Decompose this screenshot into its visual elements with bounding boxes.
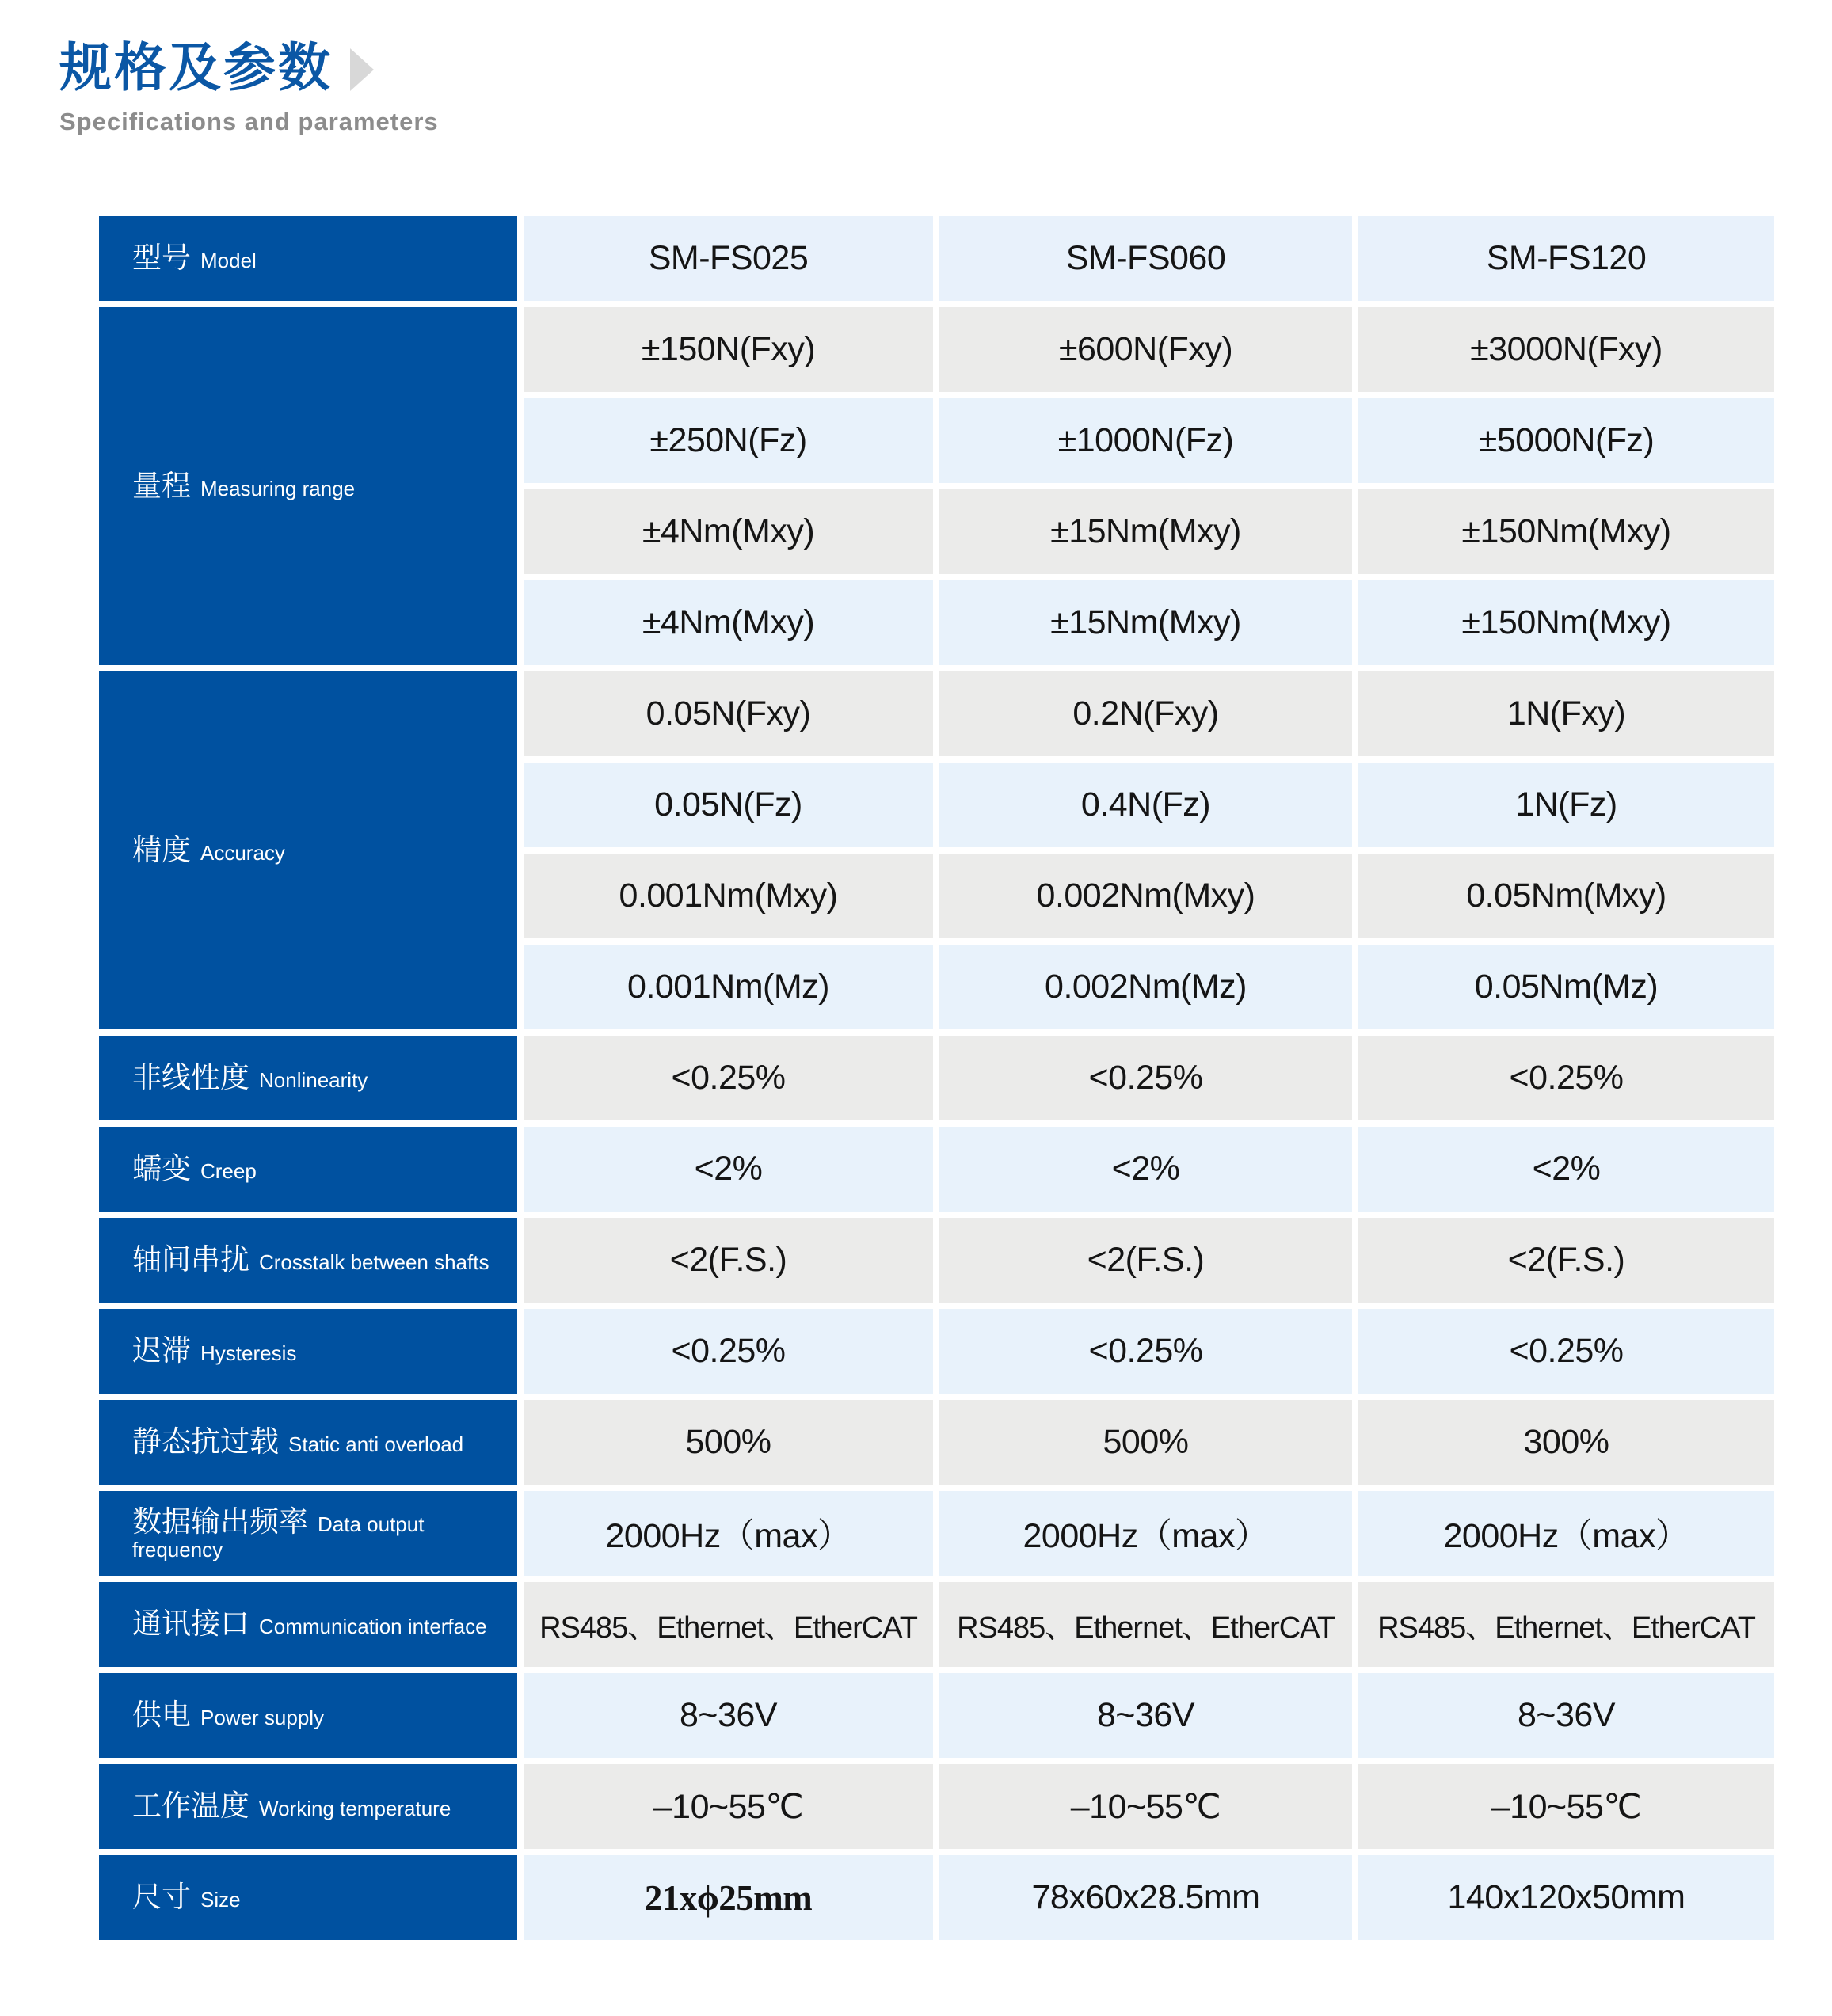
spec-value: <0.25% xyxy=(671,1059,786,1097)
row-label-en: Nonlinearity xyxy=(259,1068,368,1093)
spec-value: ±4Nm(Mxy) xyxy=(642,512,815,550)
spec-value: ±150Nm(Mxy) xyxy=(1461,603,1671,641)
row-label-text xyxy=(132,1335,296,1367)
row-label-en: Model xyxy=(200,249,257,273)
spec-value: <0.25% xyxy=(1509,1059,1624,1097)
spec-value-cell xyxy=(1358,1218,1774,1303)
row-label-zh: 精度 xyxy=(132,833,191,866)
spec-value: 0.001Nm(Mz) xyxy=(627,968,829,1006)
spec-value-cell xyxy=(1358,580,1774,665)
row-label-en: Communication interface xyxy=(259,1615,487,1639)
row-label-zh: 通讯接口 xyxy=(132,1607,249,1641)
spec-value-cell xyxy=(939,1673,1352,1758)
row-label-zh: 尺寸 xyxy=(132,1881,191,1914)
spec-value-cell xyxy=(939,1491,1352,1576)
row-label-text xyxy=(132,835,285,867)
row-label-text xyxy=(132,1881,241,1914)
spec-value-cell xyxy=(939,945,1352,1029)
row-label-en: Crosstalk between shafts xyxy=(259,1250,489,1275)
arrow-right-icon xyxy=(350,48,374,91)
spec-value: ±5000N(Fz) xyxy=(1478,421,1655,459)
spec-value: 2000Hz（max） xyxy=(1443,1517,1689,1555)
row-label-zh: 量程 xyxy=(132,469,191,502)
spec-value: –10~55℃ xyxy=(1491,1787,1642,1826)
spec-value: 140x120x50mm xyxy=(1447,1878,1685,1916)
page-subtitle: Specifications and parameters xyxy=(59,108,439,135)
page-header xyxy=(59,38,439,136)
spec-value: RS485、Ethernet、EtherCAT xyxy=(539,1611,917,1645)
spec-value: RS485、Ethernet、EtherCAT xyxy=(1377,1611,1755,1645)
spec-value-cell xyxy=(939,763,1352,847)
spec-value: ±150Nm(Mxy) xyxy=(1461,512,1671,550)
title-line xyxy=(59,38,439,97)
spec-value-cell xyxy=(939,307,1352,392)
spec-value-cell xyxy=(1358,1764,1774,1849)
spec-value: ±15Nm(Mxy) xyxy=(1050,512,1241,550)
spec-value: 0.05Nm(Mxy) xyxy=(1466,877,1666,915)
spec-value-cell xyxy=(939,580,1352,665)
row-label-en: Power supply xyxy=(200,1706,325,1730)
row-label-nonlinearity xyxy=(99,1036,517,1120)
spec-value: ±600N(Fxy) xyxy=(1058,330,1233,368)
spec-value: <2% xyxy=(694,1150,763,1188)
row-label-en: Working temperature xyxy=(259,1797,451,1821)
spec-value-cell xyxy=(1358,489,1774,574)
spec-value-cell xyxy=(524,1127,933,1212)
spec-value: <2(F.S.) xyxy=(1087,1241,1205,1279)
spec-value: 8~36V xyxy=(679,1696,778,1734)
spec-value: ±150N(Fxy) xyxy=(641,330,816,368)
row-label-zh: 型号 xyxy=(132,242,191,275)
spec-value: 300% xyxy=(1523,1423,1609,1461)
row-label-static-anti-overload xyxy=(99,1400,517,1485)
spec-value: 500% xyxy=(1103,1423,1189,1461)
spec-value-cell xyxy=(939,1127,1352,1212)
spec-value-cell xyxy=(1358,1127,1774,1212)
spec-value-cell xyxy=(524,1218,933,1303)
spec-value: 0.05N(Fz) xyxy=(654,785,802,824)
spec-value: 500% xyxy=(685,1423,771,1461)
spec-value-cell xyxy=(1358,398,1774,483)
spec-value-cell xyxy=(524,1491,933,1576)
spec-value: 0.001Nm(Mxy) xyxy=(619,877,838,915)
spec-value-cell xyxy=(524,763,933,847)
spec-value-cell xyxy=(939,854,1352,938)
row-label-power-supply xyxy=(99,1673,517,1758)
spec-value: 0.002Nm(Mxy) xyxy=(1036,877,1255,915)
spec-value: 0.4N(Fz) xyxy=(1080,785,1211,824)
model-name: SM-FS060 xyxy=(1065,239,1226,277)
row-label-hysteresis xyxy=(99,1309,517,1394)
row-label-data-output-frequency xyxy=(99,1491,517,1576)
spec-value: 21xϕ25mm xyxy=(644,1877,813,1918)
spec-value-cell xyxy=(524,945,933,1029)
row-label-en: Data output frequency xyxy=(132,1512,425,1561)
spec-value: 0.2N(Fxy) xyxy=(1072,694,1219,732)
row-label-zh: 蠕变 xyxy=(132,1152,191,1185)
spec-value-cell xyxy=(1358,1855,1774,1940)
spec-value: 0.05Nm(Mz) xyxy=(1474,968,1659,1006)
spec-value-cell xyxy=(524,580,933,665)
spec-value-cell xyxy=(1358,671,1774,756)
spec-value-cell xyxy=(524,1400,933,1485)
spec-value-cell xyxy=(939,489,1352,574)
spec-value: 8~36V xyxy=(1517,1696,1616,1734)
row-label-creep xyxy=(99,1127,517,1212)
spec-value: <2(F.S.) xyxy=(1507,1241,1625,1279)
row-label-en: Static anti overload xyxy=(288,1432,464,1457)
spec-value-cell xyxy=(1358,307,1774,392)
row-label-en: Hysteresis xyxy=(200,1341,297,1366)
spec-value: –10~55℃ xyxy=(1070,1787,1221,1826)
row-label-text xyxy=(132,1790,451,1823)
row-label-zh: 非线性度 xyxy=(132,1061,249,1094)
spec-value: <0.25% xyxy=(1088,1332,1203,1370)
row-label-measuring-range xyxy=(99,307,517,665)
spec-value-cell xyxy=(524,307,933,392)
spec-value-cell xyxy=(1358,1309,1774,1394)
spec-value: <0.25% xyxy=(671,1332,786,1370)
spec-value-cell xyxy=(939,1764,1352,1849)
spec-value-cell xyxy=(1358,1673,1774,1758)
spec-value: <0.25% xyxy=(1088,1059,1203,1097)
row-label-text xyxy=(132,1426,463,1459)
model-name-cell xyxy=(1358,216,1774,301)
row-label-text xyxy=(132,1244,489,1276)
spec-value-cell xyxy=(524,1309,933,1394)
spec-table xyxy=(99,216,1774,1940)
spec-value-cell xyxy=(524,671,933,756)
spec-value: 1N(Fz) xyxy=(1515,785,1617,824)
row-label-text xyxy=(132,1608,487,1641)
row-label-text xyxy=(132,1153,257,1185)
spec-value: ±250N(Fz) xyxy=(649,421,807,459)
spec-value-cell xyxy=(1358,1582,1774,1667)
row-label-text xyxy=(132,1062,368,1094)
spec-value-cell xyxy=(524,1582,933,1667)
spec-value: <2% xyxy=(1532,1150,1601,1188)
spec-value: 0.05N(Fxy) xyxy=(646,694,811,732)
spec-value-cell xyxy=(939,1582,1352,1667)
spec-value-cell xyxy=(939,1218,1352,1303)
page-title: 规格及参数 xyxy=(59,38,333,97)
spec-value-cell xyxy=(1358,1036,1774,1120)
spec-value-cell xyxy=(939,1036,1352,1120)
spec-value: 1N(Fxy) xyxy=(1506,694,1626,732)
spec-value: 78x60x28.5mm xyxy=(1031,1878,1260,1916)
spec-value-cell xyxy=(524,1673,933,1758)
spec-value: 0.002Nm(Mz) xyxy=(1045,968,1247,1006)
row-label-zh: 静态抗过载 xyxy=(132,1425,279,1459)
row-label-size xyxy=(99,1855,517,1940)
row-label-model xyxy=(99,216,517,301)
row-label-working-temperature xyxy=(99,1764,517,1849)
row-label-en: Size xyxy=(200,1888,241,1912)
spec-value: 2000Hz（max） xyxy=(605,1517,851,1555)
row-label-en: Measuring range xyxy=(200,476,356,500)
spec-value: ±3000N(Fxy) xyxy=(1470,330,1663,368)
row-label-en: Creep xyxy=(200,1159,257,1184)
row-label-zh: 轴间串扰 xyxy=(132,1243,249,1276)
spec-value-cell xyxy=(1358,945,1774,1029)
row-label-text xyxy=(132,470,355,503)
spec-value-cell xyxy=(524,854,933,938)
spec-value-cell xyxy=(939,398,1352,483)
spec-value: ±15Nm(Mxy) xyxy=(1050,603,1241,641)
row-label-zh: 数据输出频率 xyxy=(132,1504,308,1538)
spec-value-cell xyxy=(524,1764,933,1849)
spec-value-cell xyxy=(1358,1400,1774,1485)
row-label-zh: 工作温度 xyxy=(132,1790,249,1823)
spec-value-cell xyxy=(524,489,933,574)
spec-value-cell xyxy=(939,1400,1352,1485)
spec-value: <2% xyxy=(1111,1150,1180,1188)
model-name: SM-FS025 xyxy=(648,239,809,277)
spec-value-cell xyxy=(524,398,933,483)
spec-value-cell xyxy=(939,1855,1352,1940)
spec-value: ±4Nm(Mxy) xyxy=(642,603,815,641)
row-label-text xyxy=(132,1506,509,1561)
model-name-cell xyxy=(939,216,1352,301)
spec-value: 2000Hz（max） xyxy=(1023,1517,1269,1555)
spec-value-cell xyxy=(939,671,1352,756)
row-label-text xyxy=(132,242,257,275)
row-label-communication-interface xyxy=(99,1582,517,1667)
row-label-text xyxy=(132,1699,324,1732)
row-label-zh: 供电 xyxy=(132,1698,191,1732)
row-label-accuracy xyxy=(99,671,517,1029)
spec-value-cell xyxy=(524,1855,933,1940)
spec-value: <0.25% xyxy=(1509,1332,1624,1370)
spec-value-cell xyxy=(1358,854,1774,938)
row-label-crosstalk xyxy=(99,1218,517,1303)
spec-value: <2(F.S.) xyxy=(669,1241,787,1279)
spec-value-cell xyxy=(1358,1491,1774,1576)
row-label-zh: 迟滞 xyxy=(132,1334,191,1367)
spec-value-cell xyxy=(939,1309,1352,1394)
model-name-cell xyxy=(524,216,933,301)
spec-value: ±1000N(Fz) xyxy=(1057,421,1234,459)
row-label-en: Accuracy xyxy=(200,840,285,865)
spec-value: –10~55℃ xyxy=(653,1787,804,1826)
model-name: SM-FS120 xyxy=(1486,239,1647,277)
spec-value-cell xyxy=(524,1036,933,1120)
spec-value: RS485、Ethernet、EtherCAT xyxy=(957,1611,1335,1645)
spec-value: 8~36V xyxy=(1096,1696,1195,1734)
spec-value-cell xyxy=(1358,763,1774,847)
